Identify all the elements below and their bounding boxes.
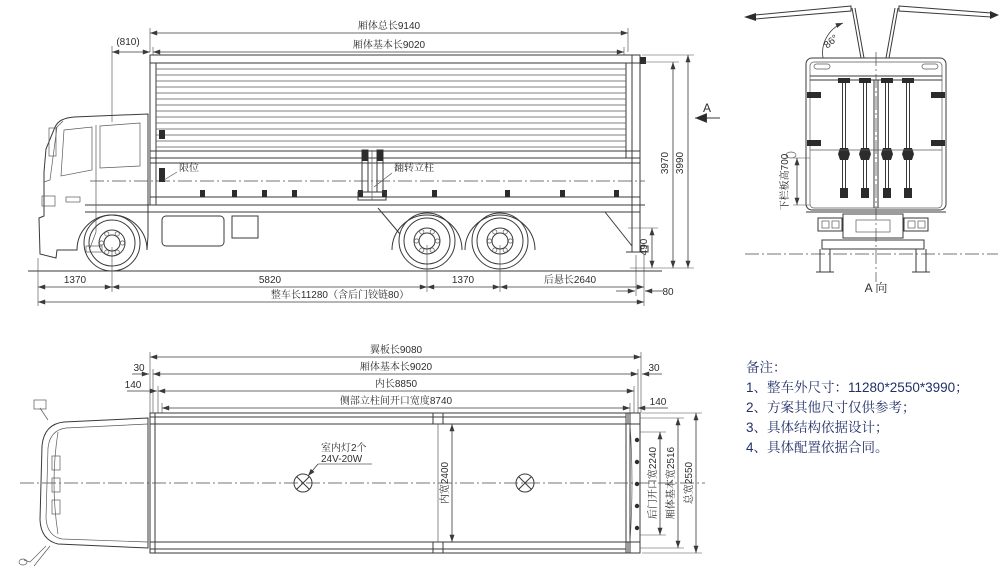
cab-side (39, 114, 400, 258)
note-line-1: 1、整车外尺寸：11280*2550*3990； (746, 380, 969, 395)
note-line-2: 2、方案其他尺寸仅供参考； (746, 400, 916, 415)
label-limit-stop: 限位 (179, 163, 199, 174)
open-wings (744, 6, 999, 58)
dim-wing-length: 翼板长9080 (369, 345, 423, 356)
dim-left-30: 30 (133, 363, 145, 374)
rear-view-caption: A 向 (864, 281, 888, 295)
dim-left-140: 140 (124, 380, 142, 391)
dim-box-basic-length-top: 厢体基本长9020 (359, 362, 433, 373)
dim-height-body-top: 3970 (660, 151, 671, 175)
dim-box-basic-length: 厢体基本长9020 (352, 40, 426, 51)
dim-rear-hinge: 80 (662, 287, 674, 298)
dim-overall-length: 整车长11280（含后门铰链80） (270, 290, 410, 301)
battery-box (232, 216, 258, 238)
dim-inner-width: 内宽2400 (440, 461, 451, 505)
dim-front-overhang: 1370 (63, 275, 87, 286)
side-view (28, 19, 720, 306)
rear-view-dimensions (778, 153, 887, 295)
dim-box-basic-width: 厢体基本宽2516 (666, 446, 677, 520)
dim-rear-overhang: 后悬长2640 (543, 275, 597, 286)
dim-frame-height: 490 (639, 238, 650, 256)
interior-lamp-note (308, 441, 372, 476)
dim-wing-angle: 86° (822, 33, 841, 52)
note-line-3: 3、具体结构依据设计； (746, 420, 889, 435)
side-rail-hardware (200, 190, 619, 197)
rear-door-hinge (640, 57, 646, 64)
wheels-side (84, 213, 535, 271)
license-plate-box (843, 214, 903, 238)
dim-tandem-spacing: 1370 (451, 275, 475, 286)
rear-door-hinge-pins (635, 438, 639, 530)
cargo-box-side (85, 55, 645, 212)
dim-inner-length: 内长8850 (374, 379, 418, 390)
dim-box-total-length: 厢体总长9140 (357, 21, 421, 32)
note-line-4: 4、具体配置依据合同。 (746, 440, 889, 455)
dim-right-30: 30 (648, 363, 660, 374)
dim-lower-panel-height: 下栏板高700 (780, 153, 791, 211)
fuel-tank (162, 216, 224, 246)
notes-block (746, 358, 969, 458)
dim-side-opening-width: 侧部立柱间开口宽度8740 (339, 396, 453, 407)
label-flip-pillar: 翻转立柱 (394, 163, 434, 174)
dim-wheelbase: 5820 (258, 275, 282, 286)
label-interior-lamp-line2: 24V-20W (321, 454, 363, 465)
top-view (19, 343, 705, 566)
limit-stop-hardware (159, 130, 177, 182)
dim-rear-door-opening-width: 后门开口宽2240 (648, 446, 659, 520)
dim-total-width: 总宽2550 (684, 461, 695, 505)
rear-view (744, 6, 999, 295)
dim-right-140: 140 (649, 397, 667, 408)
cargo-box-top (20, 413, 705, 553)
label-interior-lamp-line1: 室内灯2个 (321, 443, 367, 454)
section-a-label: A (702, 101, 712, 115)
dim-height-overall: 3990 (675, 151, 686, 175)
notes-title: 备注： (746, 360, 787, 375)
dim-cab-gap: (810) (116, 37, 140, 48)
top-view-dimensions-length (125, 343, 668, 413)
